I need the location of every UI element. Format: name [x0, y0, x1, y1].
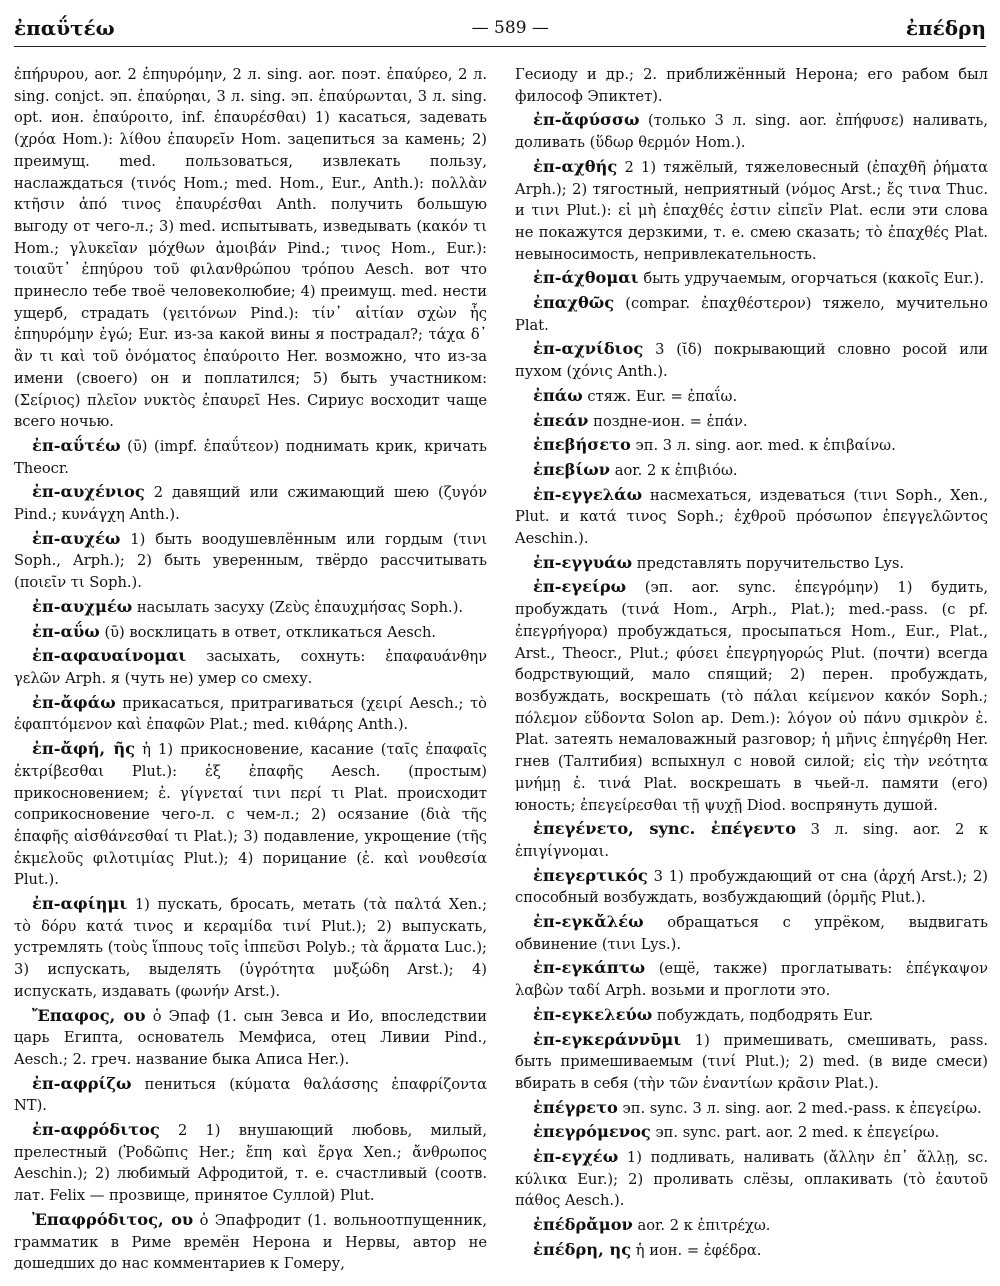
dictionary-entry [515, 459, 988, 482]
dictionary-entry [14, 893, 487, 1003]
entry-headword: ἐπ-αφρόδιτος [32, 1120, 160, 1140]
page-number: — 589 — [471, 18, 549, 38]
entry-headword: ἐπ-εγκάπτω [533, 958, 646, 978]
entry-headword: ἐπέγρετο [533, 1097, 618, 1117]
dictionary-entry [515, 410, 988, 433]
entry-text: (эп. aor. sync. ἐπεγρόμην) 1) будить, пробуждать (τινά Hom., Arph., Plat.); med.-pass. (с pf. ἐπεγρήγορα) пробуждаться, просыпаться Hom., Eur., Plat., Arst., Theocr., Plut.; φύσει ἐπεγρηγορώς Plut. (почти) всегда бодрствующий, мало спящий; 2) перен. пробуждать, возбуждать, воскрешать (τὸ πάλαι κείμενον κακόν Soph.; πόλεμον εὕδοντα Solon ap. Dem.): λόγον οὐ πάνυ σμικρὸν ἐ. Plat. затеять немаловажный разговор; ἡ μῆνις ἐπηγέρθη Her. гнев (Талтибия) вспыхнул с новой силой; εἰς τὴν νεότητα μνήμῃ ἐ. τινά Plat. воскрешать в чьей-л. памяти (его) юность; ἐπεγείρεσθαι τῇ ψυχῇ Diod. воспрянуть душой. [515, 579, 988, 814]
dictionary-entry [14, 64, 487, 433]
entry-text: 3 (ῐδ) покрывающий словно росой или пухом (χόνις Anth.). [515, 341, 988, 381]
dictionary-entry [515, 552, 988, 575]
entry-text: засыхать, сохнуть: ἐπαφαυάνθην γελῶν Arph. я (чуть не) умер со смеху. [14, 648, 488, 687]
entry-headword: ἐπεβίων [533, 459, 611, 479]
entry-text: стяж. Eur. = ἐπαΐω. [587, 387, 738, 405]
entry-text: 2 1) внушающий любовь, милый, прелестный (Ῥοδῶπις Her.; ἔπη καὶ ἔργα Xen.; ἄνθρωπος Aeschin.); 2) любимый Афродитой, т. е. счастливый (соотв. лат. Felix — прозвище, принятое Суллой) Plut. [14, 1122, 488, 1205]
dictionary-entry [515, 156, 988, 266]
entry-text: эп. sync. part. aor. 2 med. к ἐπεγείρω. [655, 1124, 940, 1142]
entry-text: aor. 2 к ἐπιβιόω. [614, 461, 738, 479]
entry-text: (ῡ) (impf. ἐπαΰτεον) поднимать крик, кричать Theocr. [14, 437, 487, 477]
entry-headword: ἐπ-ἄφύσσω [533, 110, 640, 130]
entry-headword: ἐπ-αυχένιος [32, 482, 145, 502]
entry-text: (compar. ἐπαχθέστερον) тяжело, мучительно Plat. [515, 295, 988, 334]
entry-text: Гесиоду и др.; 2. приближённый Нерона; его рабом был философ Эпиктет). [515, 66, 988, 105]
dictionary-entry [515, 292, 988, 336]
dictionary-entry [515, 338, 988, 382]
dictionary-entry [515, 1097, 988, 1120]
entry-text: (только 3 л. sing. aor. ἐπήφυσε) наливать, доливать (ὕδωρ θερμόν Hom.). [515, 112, 988, 152]
page-header [14, 10, 986, 47]
entry-text: 1) пускать, бросать, метать (τὰ παλτά Xen.; τὸ δόρυ κατά τινος и κεραμίδα τινί Plut.); 2) выпускать, устремлять (τοὺς ἵππους τοῖς ἱππεῦσι Polyb.; τὰ ἅρματα Luc.); 3) испускать, выделять (ὑγρότητα μυξώδη Arst.); 4) испускать, издавать (φωνήν Arst.). [14, 896, 487, 1000]
entry-headword: ἐπ-εγκἄλέω [533, 912, 644, 932]
entry-headword: ἐπ-άχθομαι [533, 268, 639, 288]
right-column [501, 64, 988, 1280]
entry-headword: ἐπεγένετο, sync. ἐπέγεντο [533, 819, 797, 839]
entry-headword: ἐπαχθῶς [533, 293, 615, 313]
entry-text: (ῡ) восклицать в ответ, откликаться Aesch. [104, 623, 437, 641]
entry-text: 3 1) пробуждающий от сна (ἀρχή Arst.); 2) способный возбуждать, возбуждающий (ὁρμῆς Plut.). [515, 867, 988, 907]
entry-headword: ἐπ-αυχέω [32, 528, 121, 548]
entry-headword: ἐπ-εγκεράννῡμι [533, 1029, 682, 1049]
dictionary-entry [14, 1119, 487, 1207]
dictionary-entry [515, 267, 988, 290]
entry-headword: ἐπεγερτικός [533, 865, 648, 885]
entry-headword: ἐπεβήσετο [533, 435, 631, 455]
entry-headword: ἐπ-αυχμέω [32, 596, 133, 616]
entry-text: насмехаться, издеваться (τινι Soph., Xen., Plut. и κατά τινος Soph.; ἐχθροῦ πρόσωπον ἐπεγγελῶντος Aeschin.). [515, 486, 988, 548]
dictionary-entry [515, 576, 988, 816]
entry-text: эп. 3 л. sing. aor. med. к ἐπιβαίνω. [635, 437, 896, 455]
entry-text: прикасаться, притрагиваться (χειρί Aesch.; τὸ ἐφαπτόμενον καὶ ἐπαφῶν Plat.; med. κιθάρης Anth.). [14, 694, 488, 734]
entry-text: побуждать, подбодрять Eur. [656, 1006, 874, 1024]
dictionary-entry [14, 1005, 487, 1071]
entry-text: ἡ 1) прикосновение, касание (ταῖς ἐπαφαῖς ἐκτρίβεσθαι Plut.): ἐξ ἐπαφῆς Aesch. (простым) прикосновением; ἐ. γίγνεταί τινι περί τι Plat. происходит соприкосновение чего-л. с чем-л.; 2) осязание (διὰ τῆς ἐπαφῆς αἰσθάνεσθαί τι Plat.); 3) подавление, укрощение (τῆς ἐκμελοῦς φιλοτιμίας Plut.); 4) порицание (ἐ. καὶ νουθεσία Plut.). [14, 741, 487, 889]
entry-text: 2 1) тяжёлый, тяжеловесный (ἐπαχθῆ ῥήματα Arph.); 2) тягостный, неприятный (νόμος Arst.; ἔς τινα Thuc. и τινι Plut.): εἰ μὴ ἐπαχθές ἐστιν εἰπεῖν Plat. если эти слова не покажутся дерзкими, т. е. смею сказать; τὸ ἐπαχθές Plat. невыносимость, непривлекательность. [515, 158, 988, 263]
dictionary-entry [14, 692, 487, 736]
entry-text: 1) примешивать, смешивать, pass. быть примешиваемым (τινί Plut.); 2) med. (в виде смеси) вбирать в себя (τὴν τῶν ἐναντίων κρᾶσιν Plat.). [515, 1031, 988, 1092]
entry-text: (ещё, также) проглатывать: ἐπέγκαψον λαβὼν ταδί Arph. возьми и проглоти это. [515, 960, 988, 1000]
entry-text: обращаться с упрёком, выдвигать обвинение (τινι Lys.). [515, 914, 988, 953]
entry-headword: ἐπ-εγγελάω [533, 484, 643, 504]
dictionary-entry [515, 109, 988, 153]
entry-text: эп. sync. 3 л. sing. aor. 2 med.-pass. к ἐπεγείρω. [622, 1099, 982, 1117]
dictionary-entry [515, 1214, 988, 1237]
entry-headword: ἐπέδρἄμον [533, 1215, 633, 1235]
dictionary-entry [14, 596, 487, 619]
dictionary-entry [515, 1004, 988, 1027]
entry-text: ἡ ион. = ἐφέδρα. [635, 1241, 762, 1259]
dictionary-entry [515, 1121, 988, 1144]
entry-headword: ἐπ-αφαυαίνομαι [32, 646, 187, 666]
entry-text: ἐπήρυρου, aor. 2 ἐπηυρόμην, 2 л. sing. aor. поэт. ἐπαύρεο, 2 л. sing. conjct. эп. ἐπαύρηαι, 3 л. sing. эп. ἐπαύρωνται, 3 л. sing. opt. ион. ἐπαύροιτο, inf. ἐπαυρέσθαι) 1) касаться, задевать (χρόα Hom.): λίθου ἐπαυρεῖν Hom. зацепиться за камень; 2) преимущ. med. пользоваться, извлекать пользу, наслаждаться (τινός Hom.; med. Hom., Eur., Anth.): πολλὰν κτῆσιν ἀπό τινος ἐπαυρέσθαι Anth. получить большую выгоду от чего-л.; 3) med. испытывать, изведывать (κακόν τι Hom.; γλυκεῖαν μόχθων ἀμοιβάν Pind.; τινος Hom., Eur.): τοιαῦτ᾽ ἐπηύρου τοῦ φιλανθρώπου τρόπου Aesch. вот что принесло тебе твоё человеколюбие; 4) преимущ. med. нести ущерб, страдать (γειτόνων Pind.): τίν᾽ αἰτίαν σχὼν ἧς ἐπηυρόμην ἐγώ; Eur. из-за какой вины я пострадал?; τάχα δ᾽ ἂν τι καὶ τοῦ ὀνόματος ἐπαύροιτο Her. возможно, что из-за имени (своего) он и поплатился; 5) быть участником: (Σείριος) πλεῖον νυκτὸς ἐπαυρεῖ Hes. Сириус восходит чаще всего ночью. [14, 66, 487, 431]
entry-text: быть удручаемым, огорчаться (κακοῖς Eur.). [643, 270, 984, 288]
right-running-headword: ἐπέδρη [905, 16, 986, 40]
entry-text: aor. 2 к ἐπιτρέχω. [637, 1217, 771, 1235]
entry-text: 1) быть воодушевлённым или гордым (τινι Soph., Arph.); 2) быть уверенным, твёрдо рассчитывать (ποιεῖν τι Soph.). [14, 530, 488, 592]
entry-headword: ἐπ-αφίημι [32, 894, 128, 914]
dictionary-entry [515, 818, 988, 862]
dictionary-entry [14, 621, 487, 644]
dictionary-entry [14, 528, 487, 594]
entry-headword: ἐπεγρόμενος [533, 1122, 651, 1142]
entry-text: представлять поручительство Lys. [636, 554, 905, 572]
entry-headword: ἐπ-εγγυάω [533, 552, 633, 572]
entry-headword: ἐπ-αφρίζω [32, 1073, 132, 1093]
entry-text: насылать засуху (Ζεὺς ἐπαυχμήσας Soph.). [136, 598, 464, 616]
entry-headword: ἐπ-εγείρω [533, 577, 627, 597]
dictionary-entry [515, 865, 988, 909]
left-column [14, 64, 501, 1280]
dictionary-entry [515, 1146, 988, 1212]
dictionary-entry [14, 1209, 487, 1275]
entry-headword: ἐπεάν [533, 410, 589, 430]
entry-text: 1) подливать, наливать (ἄλλην ἐπ᾽ ἄλλῃ, sc. κύλικα Eur.); 2) проливать слёзы, оплакивать (τὸ ἑαυτοῦ πάθος Aesch.). [515, 1149, 988, 1210]
dictionary-entry [515, 957, 988, 1001]
entry-headword: ἐπ-αΰτέω [32, 435, 121, 455]
entry-headword: ἐπ-εγχέω [533, 1147, 619, 1167]
entry-text: ὁ Эпафродит (1. вольноотпущенник, грамматик в Риме времён Нерона и Нервы, автор не дошедших до нас комментариев к Гомеру, [14, 1211, 487, 1273]
entry-headword: Ἔπαφος, ου [32, 1005, 146, 1025]
entry-text: 2 давящий или сжимающий шею (ζυγόν Pind.; κυνάγχη Anth.). [14, 484, 488, 524]
entry-headword: ἐπέδρη, ης [533, 1239, 632, 1259]
entry-headword: ἐπ-αχνίδιος [533, 339, 644, 359]
dictionary-entry [515, 385, 988, 408]
dictionary-entry [14, 1073, 487, 1117]
dictionary-entry [14, 435, 487, 479]
dictionary-entry [515, 434, 988, 457]
dictionary-entry [14, 738, 487, 891]
dictionary-entry [14, 645, 487, 689]
dictionary-entry [515, 1029, 988, 1095]
columns [14, 64, 988, 1280]
dictionary-entry [515, 64, 988, 107]
entry-headword: ἐπ-ἄφάω [32, 692, 116, 712]
entry-text: поздне-ион. = ἐπάν. [593, 412, 748, 430]
entry-headword: ἐπάω [533, 385, 583, 405]
entry-headword: Ἐπαφρόδιτος, ου [32, 1209, 194, 1229]
dictionary-entry [515, 1239, 988, 1262]
entry-headword: ἐπ-εγκελεύω [533, 1004, 653, 1024]
dictionary-entry [515, 911, 988, 955]
entry-headword: ἐπ-ἄφή, ῆς [32, 739, 136, 759]
dictionary-entry [515, 484, 988, 550]
entry-text: 3 л. sing. aor. 2 к ἐπιγίγνομαι. [515, 821, 988, 860]
entry-text: ὁ Эпаф (1. сын Зевса и Ио, впоследствии царь Египта, основатель Мемфиса, отец Ливии Pind., Aesch.; 2. греч. название быка Аписа Her.). [14, 1007, 487, 1068]
left-running-headword: ἐπαΰτέω [14, 16, 115, 40]
entry-text: пениться (κύματα θαλάσσης ἐπαφρίζοντα NT). [14, 1075, 488, 1115]
dictionary-entry [14, 481, 487, 525]
entry-headword: ἐπ-αΰω [32, 621, 100, 641]
entry-headword: ἐπ-αχθής [533, 156, 618, 176]
